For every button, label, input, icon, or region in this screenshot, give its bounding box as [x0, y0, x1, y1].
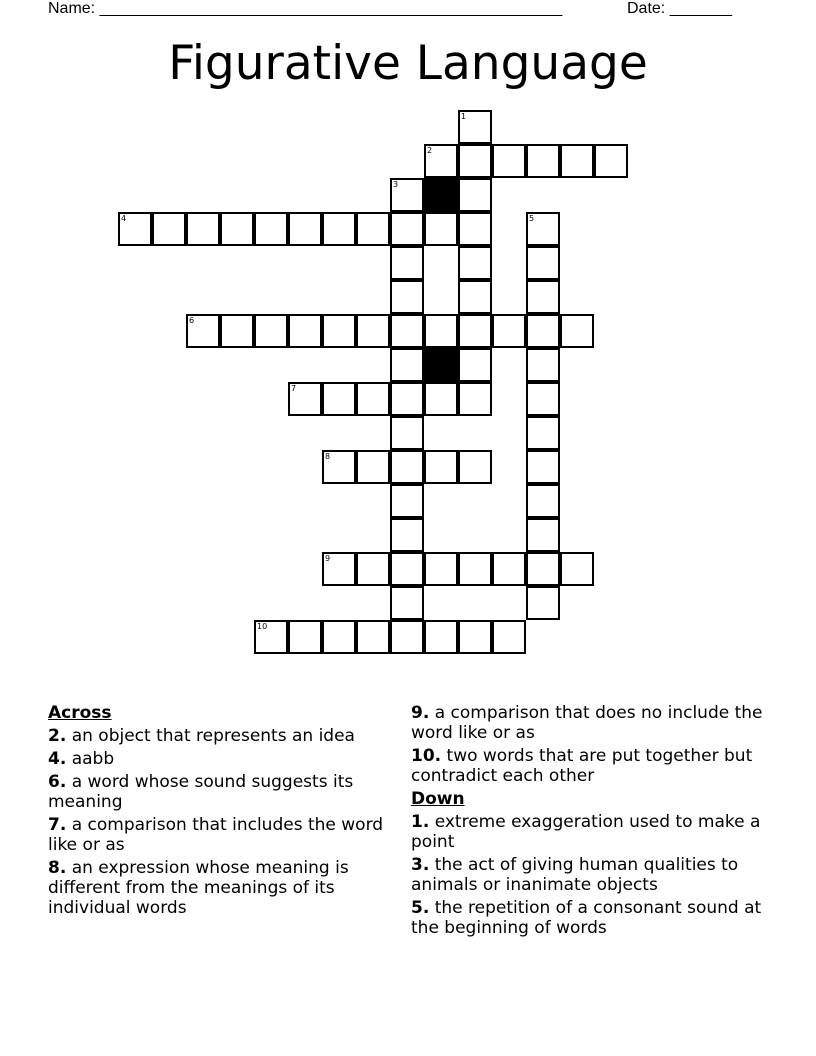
grid-cell[interactable]: [424, 144, 458, 178]
clue-text: a word whose sound suggests its meaning: [48, 772, 354, 812]
grid-cell[interactable]: [424, 382, 458, 416]
grid-cell[interactable]: [526, 246, 560, 280]
grid-cell[interactable]: [458, 144, 492, 178]
grid-cell[interactable]: [390, 314, 424, 348]
grid-cell[interactable]: [390, 552, 424, 586]
clue-text: an expression whose meaning is different from the meanings of its individual words: [48, 858, 349, 918]
grid-cell[interactable]: [390, 450, 424, 484]
clue-down-5: [411, 898, 771, 938]
clue-number: 1.: [411, 812, 430, 832]
grid-cell[interactable]: [458, 552, 492, 586]
cell-number: 2: [427, 146, 433, 155]
name-field[interactable]: Name: ____________________________________________________: [48, 0, 563, 17]
grid-cell[interactable]: [424, 620, 458, 654]
grid-cell[interactable]: [458, 178, 492, 212]
grid-cell[interactable]: [356, 314, 390, 348]
grid-cell[interactable]: [254, 620, 288, 654]
grid-cell[interactable]: [424, 450, 458, 484]
clue-text: the repetition of a consonant sound at the beginning of words: [411, 898, 762, 938]
grid-cell[interactable]: [390, 484, 424, 518]
grid-cell[interactable]: [458, 246, 492, 280]
clue-text: the act of giving human qualities to animals or inanimate objects: [411, 855, 739, 895]
clue-text: a comparison that includes the word like or as: [48, 815, 384, 855]
grid-cell[interactable]: [458, 110, 492, 144]
grid-cell[interactable]: [356, 552, 390, 586]
grid-cell[interactable]: [390, 246, 424, 280]
grid-cell[interactable]: [288, 382, 322, 416]
grid-cell[interactable]: [560, 144, 594, 178]
grid-cell[interactable]: [458, 450, 492, 484]
clues-column-left: [48, 703, 388, 921]
down-heading: Down: [411, 789, 465, 809]
grid-cell[interactable]: [288, 620, 322, 654]
grid-cell[interactable]: [356, 620, 390, 654]
across-heading: Across: [48, 703, 112, 723]
grid-cell[interactable]: [492, 552, 526, 586]
clue-number: 10.: [411, 746, 442, 766]
grid-cell[interactable]: [356, 212, 390, 246]
grid-cell[interactable]: [458, 348, 492, 382]
grid-cell[interactable]: [526, 144, 560, 178]
grid-cell[interactable]: [288, 212, 322, 246]
grid-cell[interactable]: [526, 518, 560, 552]
clue-down-3: [411, 855, 771, 895]
grid-cell[interactable]: [322, 382, 356, 416]
grid-cell[interactable]: [526, 212, 560, 246]
grid-cell[interactable]: [390, 178, 424, 212]
clue-text: aabb: [71, 749, 115, 769]
grid-cell[interactable]: [458, 382, 492, 416]
grid-cell[interactable]: [254, 314, 288, 348]
grid-cell[interactable]: [526, 484, 560, 518]
grid-cell[interactable]: [458, 280, 492, 314]
cell-number: 10: [257, 622, 268, 631]
grid-cell[interactable]: [390, 280, 424, 314]
cell-number: 1: [461, 112, 467, 121]
page-title: Figurative Language: [168, 36, 648, 91]
clue-number: 9.: [411, 703, 430, 723]
grid-cell[interactable]: [390, 518, 424, 552]
grid-cell[interactable]: [458, 212, 492, 246]
grid-cell[interactable]: [220, 314, 254, 348]
grid-cell[interactable]: [424, 314, 458, 348]
cell-number: 3: [393, 180, 399, 189]
date-field[interactable]: Date: _______: [627, 0, 732, 17]
grid-cell[interactable]: [526, 382, 560, 416]
grid-cell[interactable]: [118, 212, 152, 246]
clue-number: 6.: [48, 772, 67, 792]
grid-cell[interactable]: [390, 416, 424, 450]
cell-number: 6: [189, 316, 195, 325]
clue-text: extreme exaggeration used to make a point: [411, 812, 761, 852]
grid-cell[interactable]: [390, 586, 424, 620]
clue-across-2: [48, 726, 388, 746]
grid-cell[interactable]: [492, 144, 526, 178]
clue-text: an object that represents an idea: [71, 726, 355, 746]
clue-number: 5.: [411, 898, 430, 918]
blocked-cell: [424, 178, 458, 212]
cell-number: 4: [121, 214, 127, 223]
clue-number: 4.: [48, 749, 67, 769]
grid-cell[interactable]: [560, 552, 594, 586]
grid-cell[interactable]: [288, 314, 322, 348]
grid-cell[interactable]: [492, 620, 526, 654]
grid-cell[interactable]: [424, 552, 458, 586]
grid-cell[interactable]: [356, 382, 390, 416]
grid-cell[interactable]: [356, 450, 390, 484]
grid-cell[interactable]: [220, 212, 254, 246]
cell-number: 7: [291, 384, 297, 393]
clue-number: 3.: [411, 855, 430, 875]
clue-text: a comparison that does no include the word like or as: [411, 703, 763, 743]
grid-cell[interactable]: [254, 212, 288, 246]
clue-across-4: [48, 749, 388, 769]
cell-number: 8: [325, 452, 331, 461]
clue-number: 2.: [48, 726, 67, 746]
grid-cell[interactable]: [152, 212, 186, 246]
grid-cell[interactable]: [322, 450, 356, 484]
grid-cell[interactable]: [186, 212, 220, 246]
grid-cell[interactable]: [424, 212, 458, 246]
clue-down-1: [411, 812, 771, 852]
clue-across-8: [48, 858, 388, 918]
grid-cell[interactable]: [526, 314, 560, 348]
grid-cell[interactable]: [322, 314, 356, 348]
grid-cell[interactable]: [526, 416, 560, 450]
grid-cell[interactable]: [560, 314, 594, 348]
grid-cell[interactable]: [390, 348, 424, 382]
grid-cell[interactable]: [458, 620, 492, 654]
grid-cell[interactable]: [322, 552, 356, 586]
grid-cell[interactable]: [322, 620, 356, 654]
grid-cell[interactable]: [322, 212, 356, 246]
grid-cell[interactable]: [390, 382, 424, 416]
grid-cell[interactable]: [526, 450, 560, 484]
grid-cell[interactable]: [492, 314, 526, 348]
clue-across-7: [48, 815, 388, 855]
cell-number: 5: [529, 214, 535, 223]
grid-cell[interactable]: [390, 620, 424, 654]
grid-cell[interactable]: [390, 212, 424, 246]
grid-cell[interactable]: [526, 348, 560, 382]
clue-across-6: [48, 772, 388, 812]
clue-number: 8.: [48, 858, 67, 878]
blocked-cell: [424, 348, 458, 382]
cell-number: 9: [325, 554, 331, 563]
clue-number: 7.: [48, 815, 67, 835]
grid-cell[interactable]: [526, 280, 560, 314]
clue-text: two words that are put together but contradict each other: [411, 746, 753, 786]
clue-across-10: [411, 746, 771, 786]
grid-cell[interactable]: [594, 144, 628, 178]
grid-cell[interactable]: [526, 552, 560, 586]
grid-cell[interactable]: [458, 314, 492, 348]
clue-across-9: [411, 703, 771, 743]
grid-cell[interactable]: [526, 586, 560, 620]
grid-cell[interactable]: [186, 314, 220, 348]
clues-column-right: [411, 703, 771, 941]
